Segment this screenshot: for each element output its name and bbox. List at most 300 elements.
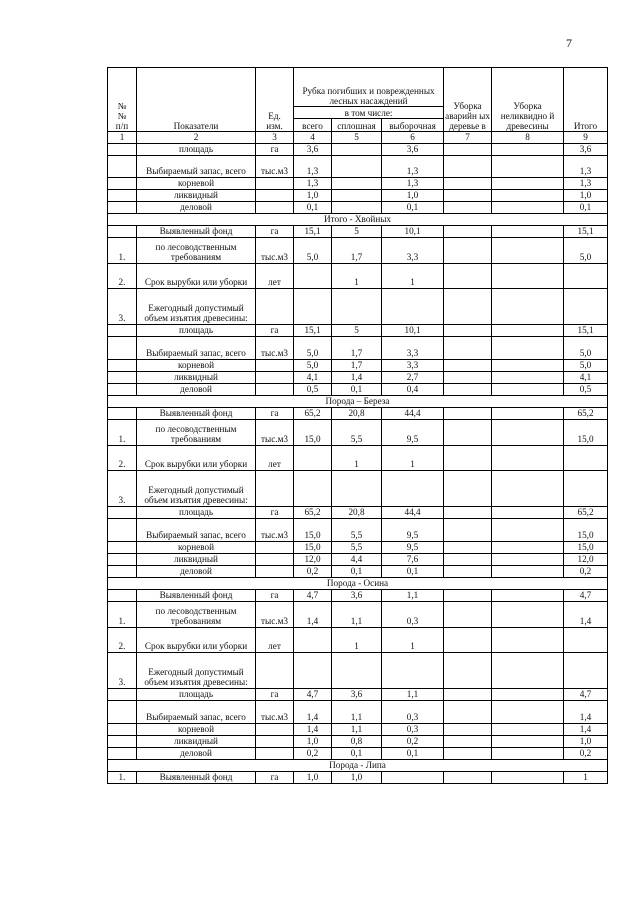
- header-unit: Ед. изм.: [256, 68, 294, 132]
- column-number: 4: [294, 132, 332, 144]
- row-number-cell: [108, 736, 137, 748]
- indicator-cell: Выбираемый запас, всего: [137, 519, 256, 542]
- unit-cell: [256, 289, 294, 325]
- total-cell: 1,4: [294, 602, 332, 628]
- row-number-cell: [108, 519, 137, 542]
- illiquid-cell: [492, 566, 564, 578]
- total-cell: 15,1: [294, 226, 332, 238]
- solid-cell: 1,1: [332, 701, 382, 724]
- illiquid-cell: [492, 178, 564, 190]
- total-cell: 1,3: [294, 178, 332, 190]
- row-number-cell: 1.: [108, 602, 137, 628]
- unit-cell: га: [256, 689, 294, 701]
- indicator-cell: площадь: [137, 507, 256, 519]
- total-cell: 4,7: [294, 689, 332, 701]
- itogo-cell: 4,1: [564, 372, 608, 384]
- selective-cell: 2,7: [382, 372, 444, 384]
- total-cell: 15,0: [294, 519, 332, 542]
- emergency-cell: [444, 701, 492, 724]
- unit-cell: [256, 748, 294, 760]
- table-row: [108, 689, 608, 701]
- total-cell: 1,0: [294, 190, 332, 202]
- itogo-cell: 5,0: [564, 238, 608, 264]
- header-solid: сплошная: [332, 119, 382, 132]
- emergency-cell: [444, 628, 492, 653]
- section-row: [108, 214, 608, 226]
- itogo-cell: [564, 446, 608, 471]
- illiquid-cell: [492, 736, 564, 748]
- indicator-cell: по лесоводственным требованиям: [137, 420, 256, 446]
- itogo-cell: 15,0: [564, 519, 608, 542]
- total-cell: 4,7: [294, 590, 332, 602]
- section-title: Итого - Хвойных: [108, 214, 608, 226]
- unit-cell: [256, 554, 294, 566]
- emergency-cell: [444, 554, 492, 566]
- emergency-cell: [444, 156, 492, 178]
- solid-cell: 20,8: [332, 507, 382, 519]
- row-number-cell: [108, 226, 137, 238]
- header-num: № № п/п: [108, 68, 137, 132]
- table-row: [108, 325, 608, 337]
- indicator-cell: деловой: [137, 202, 256, 214]
- emergency-cell: [444, 190, 492, 202]
- itogo-cell: 1: [564, 772, 608, 784]
- table-row: [108, 590, 608, 602]
- total-cell: 65,2: [294, 507, 332, 519]
- itogo-cell: 0,5: [564, 384, 608, 396]
- indicator-cell: Выбираемый запас, всего: [137, 337, 256, 360]
- column-numbers-row: [108, 132, 608, 144]
- emergency-cell: [444, 471, 492, 507]
- total-cell: [294, 471, 332, 507]
- solid-cell: 1,0: [332, 772, 382, 784]
- unit-cell: [256, 202, 294, 214]
- row-number-cell: 3.: [108, 289, 137, 325]
- unit-cell: тыс.м3: [256, 238, 294, 264]
- illiquid-cell: [492, 689, 564, 701]
- emergency-cell: [444, 264, 492, 289]
- indicator-cell: по лесоводственным требованиям: [137, 602, 256, 628]
- unit-cell: га: [256, 772, 294, 784]
- table-row: [108, 554, 608, 566]
- row-number-cell: 1.: [108, 420, 137, 446]
- indicator-cell: Выявленный фонд: [137, 408, 256, 420]
- total-cell: [294, 264, 332, 289]
- row-number-cell: [108, 178, 137, 190]
- indicator-cell: Выявленный фонд: [137, 590, 256, 602]
- indicator-cell: деловой: [137, 566, 256, 578]
- row-number-cell: 2.: [108, 446, 137, 471]
- total-cell: [294, 653, 332, 689]
- unit-cell: лет: [256, 628, 294, 653]
- illiquid-cell: [492, 554, 564, 566]
- emergency-cell: [444, 360, 492, 372]
- selective-cell: 1,3: [382, 178, 444, 190]
- total-cell: 15,0: [294, 542, 332, 554]
- unit-cell: лет: [256, 264, 294, 289]
- unit-cell: [256, 360, 294, 372]
- illiquid-cell: [492, 202, 564, 214]
- selective-cell: 0,1: [382, 566, 444, 578]
- indicator-cell: деловой: [137, 384, 256, 396]
- table-row: [108, 653, 608, 689]
- emergency-cell: [444, 325, 492, 337]
- selective-cell: 44,4: [382, 408, 444, 420]
- illiquid-cell: [492, 384, 564, 396]
- illiquid-cell: [492, 653, 564, 689]
- unit-cell: га: [256, 226, 294, 238]
- itogo-cell: 1,4: [564, 724, 608, 736]
- total-cell: 0,1: [294, 202, 332, 214]
- row-number-cell: 1.: [108, 772, 137, 784]
- unit-cell: га: [256, 408, 294, 420]
- emergency-cell: [444, 337, 492, 360]
- emergency-cell: [444, 689, 492, 701]
- row-number-cell: [108, 689, 137, 701]
- total-cell: 0,5: [294, 384, 332, 396]
- table-row: [108, 748, 608, 760]
- table-row: [108, 289, 608, 325]
- itogo-cell: 5,0: [564, 360, 608, 372]
- table-row: [108, 724, 608, 736]
- table-row: [108, 337, 608, 360]
- unit-cell: [256, 178, 294, 190]
- unit-cell: [256, 566, 294, 578]
- row-number-cell: 3.: [108, 471, 137, 507]
- total-cell: 1,4: [294, 724, 332, 736]
- indicator-cell: площадь: [137, 144, 256, 156]
- selective-cell: 10,1: [382, 325, 444, 337]
- unit-cell: [256, 190, 294, 202]
- row-number-cell: 3.: [108, 653, 137, 689]
- indicator-cell: ликвидный: [137, 554, 256, 566]
- selective-cell: 0,4: [382, 384, 444, 396]
- itogo-cell: 15,0: [564, 420, 608, 446]
- row-number-cell: [108, 337, 137, 360]
- itogo-cell: 5,0: [564, 337, 608, 360]
- table-row: [108, 408, 608, 420]
- itogo-cell: 1,3: [564, 156, 608, 178]
- solid-cell: 5: [332, 226, 382, 238]
- table-row: [108, 360, 608, 372]
- solid-cell: 3,6: [332, 590, 382, 602]
- row-number-cell: 1.: [108, 238, 137, 264]
- column-number: 9: [564, 132, 608, 144]
- total-cell: 0,2: [294, 748, 332, 760]
- row-number-cell: [108, 190, 137, 202]
- header-itogo: Итого: [564, 68, 608, 132]
- emergency-cell: [444, 144, 492, 156]
- row-number-cell: [108, 408, 137, 420]
- selective-cell: 7,6: [382, 554, 444, 566]
- section-title: Порода - Липа: [108, 760, 608, 772]
- solid-cell: 3,6: [332, 689, 382, 701]
- table-row: [108, 507, 608, 519]
- section-title: Порода – Береза: [108, 396, 608, 408]
- row-number-cell: [108, 372, 137, 384]
- illiquid-cell: [492, 471, 564, 507]
- column-number: 5: [332, 132, 382, 144]
- emergency-cell: [444, 238, 492, 264]
- indicator-cell: ликвидный: [137, 736, 256, 748]
- selective-cell: 1: [382, 264, 444, 289]
- total-cell: [294, 628, 332, 653]
- selective-cell: 0,3: [382, 602, 444, 628]
- selective-cell: 3,3: [382, 337, 444, 360]
- indicator-cell: ликвидный: [137, 190, 256, 202]
- selective-cell: 3,3: [382, 238, 444, 264]
- row-number-cell: [108, 360, 137, 372]
- unit-cell: тыс.м3: [256, 156, 294, 178]
- illiquid-cell: [492, 724, 564, 736]
- emergency-cell: [444, 202, 492, 214]
- total-cell: [294, 289, 332, 325]
- indicator-cell: Ежегодный допустимый объем изъятия древесины:: [137, 653, 256, 689]
- itogo-cell: 1,4: [564, 602, 608, 628]
- section-title: Порода - Осина: [108, 578, 608, 590]
- emergency-cell: [444, 446, 492, 471]
- emergency-cell: [444, 590, 492, 602]
- solid-cell: 1,7: [332, 238, 382, 264]
- emergency-cell: [444, 178, 492, 190]
- unit-cell: тыс.м3: [256, 337, 294, 360]
- solid-cell: 1,7: [332, 360, 382, 372]
- unit-cell: [256, 736, 294, 748]
- unit-cell: тыс.м3: [256, 420, 294, 446]
- illiquid-cell: [492, 748, 564, 760]
- total-cell: 5,0: [294, 360, 332, 372]
- table-row: [108, 144, 608, 156]
- selective-cell: 1,1: [382, 689, 444, 701]
- page-number: 7: [566, 36, 572, 50]
- illiquid-cell: [492, 420, 564, 446]
- table-row: [108, 701, 608, 724]
- indicator-cell: деловой: [137, 748, 256, 760]
- itogo-cell: 0,2: [564, 566, 608, 578]
- itogo-cell: 15,1: [564, 226, 608, 238]
- total-cell: 5,0: [294, 337, 332, 360]
- column-number: 8: [492, 132, 564, 144]
- unit-cell: га: [256, 507, 294, 519]
- unit-cell: тыс.м3: [256, 602, 294, 628]
- table-row: [108, 471, 608, 507]
- solid-cell: [332, 653, 382, 689]
- emergency-cell: [444, 507, 492, 519]
- emergency-cell: [444, 420, 492, 446]
- selective-cell: 1,0: [382, 190, 444, 202]
- row-number-cell: 2.: [108, 628, 137, 653]
- selective-cell: 10,1: [382, 226, 444, 238]
- solid-cell: 1,1: [332, 602, 382, 628]
- total-cell: 3,6: [294, 144, 332, 156]
- unit-cell: [256, 653, 294, 689]
- row-number-cell: [108, 384, 137, 396]
- indicator-cell: Срок вырубки или уборки: [137, 628, 256, 653]
- solid-cell: 1: [332, 628, 382, 653]
- solid-cell: 0,1: [332, 566, 382, 578]
- emergency-cell: [444, 772, 492, 784]
- itogo-cell: 65,2: [564, 507, 608, 519]
- row-number-cell: [108, 748, 137, 760]
- emergency-cell: [444, 566, 492, 578]
- row-number-cell: [108, 144, 137, 156]
- forest-felling-table: [107, 67, 608, 784]
- itogo-cell: 4,7: [564, 590, 608, 602]
- illiquid-cell: [492, 325, 564, 337]
- selective-cell: [382, 289, 444, 325]
- solid-cell: 5,5: [332, 542, 382, 554]
- row-number-cell: [108, 507, 137, 519]
- illiquid-cell: [492, 408, 564, 420]
- selective-cell: 0,1: [382, 202, 444, 214]
- illiquid-cell: [492, 701, 564, 724]
- unit-cell: лет: [256, 446, 294, 471]
- illiquid-cell: [492, 264, 564, 289]
- solid-cell: [332, 178, 382, 190]
- itogo-cell: 1,4: [564, 701, 608, 724]
- column-number: 2: [137, 132, 256, 144]
- solid-cell: 1,4: [332, 372, 382, 384]
- table-row: [108, 384, 608, 396]
- table-row: [108, 736, 608, 748]
- column-number: 3: [256, 132, 294, 144]
- total-cell: 1,0: [294, 772, 332, 784]
- solid-cell: 1,1: [332, 724, 382, 736]
- indicator-cell: Выбираемый запас, всего: [137, 156, 256, 178]
- row-number-cell: [108, 156, 137, 178]
- row-number-cell: [108, 701, 137, 724]
- table-row: [108, 602, 608, 628]
- illiquid-cell: [492, 628, 564, 653]
- indicator-cell: Срок вырубки или уборки: [137, 446, 256, 471]
- selective-cell: 3,3: [382, 360, 444, 372]
- selective-cell: [382, 772, 444, 784]
- emergency-cell: [444, 653, 492, 689]
- table-row: [108, 190, 608, 202]
- selective-cell: [382, 653, 444, 689]
- selective-cell: 0,2: [382, 736, 444, 748]
- itogo-cell: [564, 471, 608, 507]
- illiquid-cell: [492, 238, 564, 264]
- section-row: [108, 578, 608, 590]
- illiquid-cell: [492, 289, 564, 325]
- illiquid-cell: [492, 144, 564, 156]
- indicator-cell: площадь: [137, 325, 256, 337]
- itogo-cell: 0,2: [564, 748, 608, 760]
- selective-cell: 1,1: [382, 590, 444, 602]
- row-number-cell: [108, 542, 137, 554]
- total-cell: 65,2: [294, 408, 332, 420]
- total-cell: 1,4: [294, 701, 332, 724]
- selective-cell: 9,5: [382, 519, 444, 542]
- itogo-cell: 15,0: [564, 542, 608, 554]
- row-number-cell: [108, 724, 137, 736]
- illiquid-cell: [492, 226, 564, 238]
- illiquid-cell: [492, 590, 564, 602]
- itogo-cell: 0,1: [564, 202, 608, 214]
- total-cell: [294, 446, 332, 471]
- unit-cell: га: [256, 590, 294, 602]
- header-emergency: Уборка аварийн ых деревье в: [444, 68, 492, 132]
- total-cell: 4,1: [294, 372, 332, 384]
- header-indicators: Показатели: [137, 68, 256, 132]
- itogo-cell: 65,2: [564, 408, 608, 420]
- row-number-cell: [108, 202, 137, 214]
- column-number: 1: [108, 132, 137, 144]
- table-row: [108, 156, 608, 178]
- emergency-cell: [444, 736, 492, 748]
- emergency-cell: [444, 384, 492, 396]
- header-selective: выборочная: [382, 119, 444, 132]
- illiquid-cell: [492, 602, 564, 628]
- emergency-cell: [444, 372, 492, 384]
- solid-cell: 0,8: [332, 736, 382, 748]
- selective-cell: 3,6: [382, 144, 444, 156]
- itogo-cell: 1,0: [564, 736, 608, 748]
- solid-cell: 4,4: [332, 554, 382, 566]
- total-cell: 5,0: [294, 238, 332, 264]
- illiquid-cell: [492, 519, 564, 542]
- selective-cell: 9,5: [382, 420, 444, 446]
- indicator-cell: Выбираемый запас, всего: [137, 701, 256, 724]
- itogo-cell: 1,0: [564, 190, 608, 202]
- itogo-cell: [564, 653, 608, 689]
- indicator-cell: Ежегодный допустимый объем изъятия древесины:: [137, 471, 256, 507]
- column-number: 7: [444, 132, 492, 144]
- indicator-cell: корневой: [137, 542, 256, 554]
- header-felling-group: Рубка погибших и поврежденных лесных насаждений: [294, 68, 444, 107]
- unit-cell: [256, 542, 294, 554]
- unit-cell: [256, 384, 294, 396]
- indicator-cell: по лесоводственным требованиям: [137, 238, 256, 264]
- emergency-cell: [444, 519, 492, 542]
- table-row: [108, 226, 608, 238]
- selective-cell: 1: [382, 446, 444, 471]
- total-cell: 12,0: [294, 554, 332, 566]
- section-row: [108, 760, 608, 772]
- table-row: [108, 238, 608, 264]
- unit-cell: га: [256, 325, 294, 337]
- illiquid-cell: [492, 507, 564, 519]
- illiquid-cell: [492, 337, 564, 360]
- column-number: 6: [382, 132, 444, 144]
- indicator-cell: ликвидный: [137, 372, 256, 384]
- itogo-cell: 4,7: [564, 689, 608, 701]
- selective-cell: 0,3: [382, 724, 444, 736]
- table-row: [108, 772, 608, 784]
- indicator-cell: Выявленный фонд: [137, 226, 256, 238]
- header-total: всего: [294, 119, 332, 132]
- solid-cell: 1: [332, 446, 382, 471]
- total-cell: 15,1: [294, 325, 332, 337]
- emergency-cell: [444, 542, 492, 554]
- illiquid-cell: [492, 372, 564, 384]
- section-row: [108, 396, 608, 408]
- illiquid-cell: [492, 772, 564, 784]
- illiquid-cell: [492, 156, 564, 178]
- selective-cell: 0,3: [382, 701, 444, 724]
- solid-cell: [332, 471, 382, 507]
- total-cell: 15,0: [294, 420, 332, 446]
- header-including: в том числе:: [294, 107, 444, 119]
- table-row: [108, 542, 608, 554]
- solid-cell: 0,1: [332, 384, 382, 396]
- solid-cell: 5,5: [332, 519, 382, 542]
- emergency-cell: [444, 226, 492, 238]
- solid-cell: [332, 144, 382, 156]
- indicator-cell: корневой: [137, 178, 256, 190]
- solid-cell: 20,8: [332, 408, 382, 420]
